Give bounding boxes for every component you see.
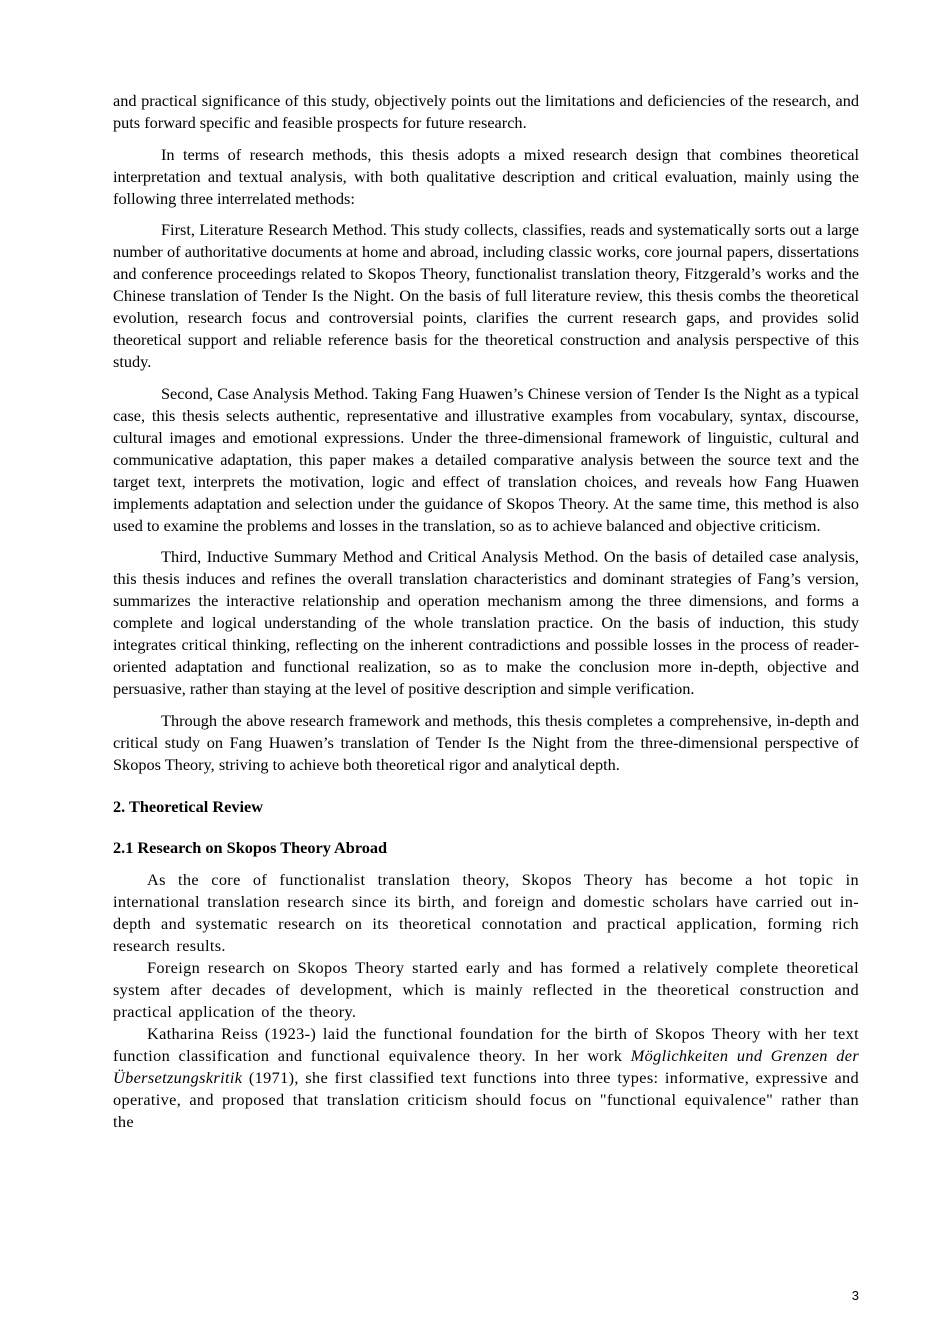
book-title: Möglichkeiten und Grenzen der Übersetzungskritik: [113, 1045, 860, 1087]
subsection-heading-skopos-abroad: 2.1 Research on Skopos Theory Abroad: [113, 837, 388, 857]
paragraph-framework-summary: Through the above research framework and methods, this thesis completes a comprehensive, in-depth and critical study on Fang Huawen’s translation of Tender Is the Night from the three-dimensional perspective of Skopos Theory, striving to achieve both theoretical rigor and analytical depth.: [113, 710, 859, 774]
page-number: 3: [851, 1288, 859, 1303]
section-2-1-body: [113, 869, 859, 1133]
paragraph-inductive-method: Third, Inductive Summary Method and Critical Analysis Method. On the basis of detailed case analysis, this thesis induces and refines the overall translation characteristics and dominant strategies of Fang’s version, summarizes the interactive relationship and operation mechanism among the three dimensions, and forms a complete and logical understanding of the whole translation practice. On the basis of induction, this study integrates critical thinking, reflecting on the inherent contradictions and possible losses in the process of reader-oriented adaptation and functional realization, so as to make the conclusion more in-depth, objective and persuasive, rather than staying at the level of positive description and simple verification.: [113, 547, 859, 698]
reiss-text-end: (1971), she first classified text functions into three types: informative, expressive and operative, and proposed that translation criticism should focus on "functional equivalence" rather than the: [113, 1067, 859, 1131]
paragraph-literature-method: First, Literature Research Method. This study collects, classifies, reads and systematically sorts out a large number of authoritative documents at home and abroad, including classic works, core journal papers, dissertations and conference proceedings related to Skopos Theory, functionalist translation theory, Fitzgerald’s works and the Chinese translation of Tender Is the Night. On the basis of full literature review, this thesis combs the theoretical evolution, research focus and controversial points, clarifies the current research gaps, and provides solid theoretical support and reliable reference basis for the theoretical construction and analysis perspective of this study.: [113, 220, 859, 371]
paragraph-katharina-reiss: [113, 1023, 859, 1133]
paragraph-skopos-core: As the core of functionalist translation theory, Skopos Theory has become a hot topic in international translation research since its birth, and foreign and domestic scholars have carried out in-depth and systematic research on its theoretical connotation and practical application, forming rich research results.: [113, 869, 859, 955]
reiss-text-start: Katharina Reiss (1923-) laid the functional foundation for the birth of Skopos Theory with her text function classification and functional equivalence theory. In her work: [113, 1023, 859, 1065]
section-heading-theoretical-review: 2. Theoretical Review: [113, 796, 263, 816]
paragraph-continuation: and practical significance of this study, objectively points out the limitations and deficiencies of the research, and puts forward specific and feasible prospects for future research.: [113, 91, 859, 132]
paragraph-foreign-research: Foreign research on Skopos Theory started early and has formed a relatively complete theoretical system after decades of development, which is mainly reflected in the theoretical construction and practical application of the theory.: [113, 957, 859, 1021]
paragraph-research-methods: In terms of research methods, this thesis adopts a mixed research design that combines theoretical interpretation and textual analysis, with both qualitative description and critical evaluation, mainly using the following three interrelated methods:: [113, 144, 859, 208]
paragraph-case-analysis-method: Second, Case Analysis Method. Taking Fang Huawen’s Chinese version of Tender Is the Night as a typical case, this thesis selects authentic, representative and illustrative examples from vocabulary, syntax, discourse, cultural images and emotional expressions. Under the three-dimensional framework of linguistic, cultural and communicative adaptation, this paper makes a detailed comparative analysis between the source text and the target text, interprets the motivation, logic and effect of translation choices, and reveals how Fang Huawen implements adaptation and selection under the guidance of Skopos Theory. At the same time, this method is also used to examine the problems and losses in the translation, so as to achieve balanced and objective criticism.: [113, 383, 859, 535]
